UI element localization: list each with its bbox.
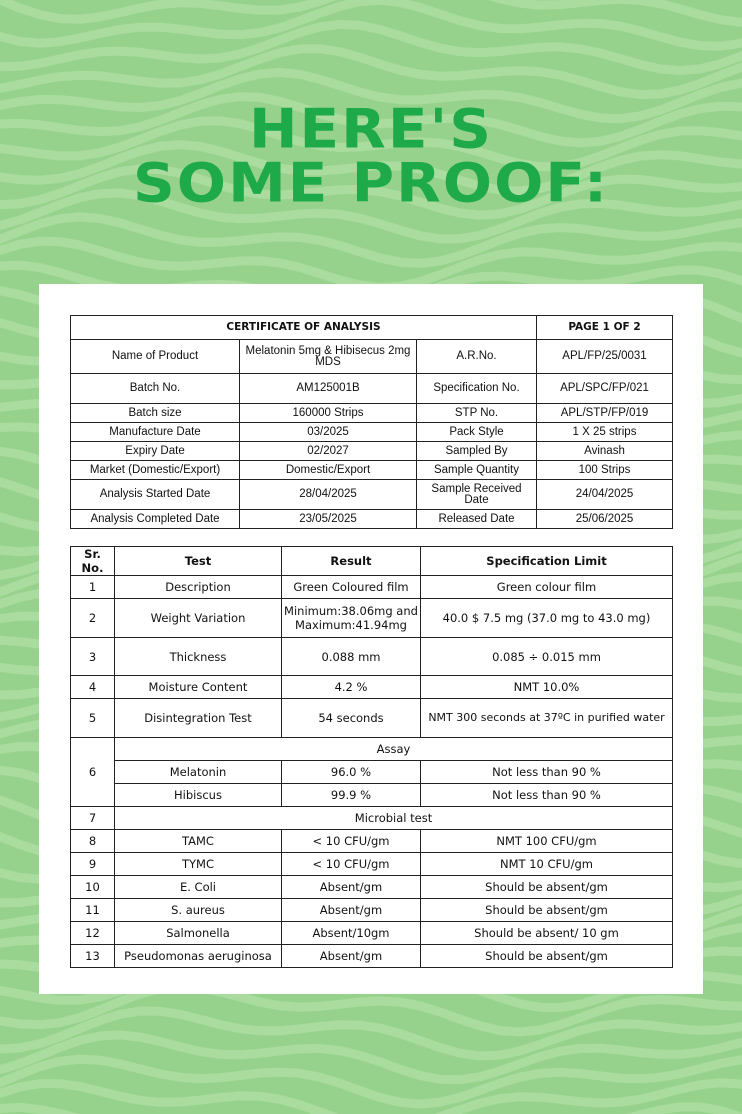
certificate-title: CERTIFICATE OF ANALYSIS [71, 316, 537, 340]
table-header-row [71, 547, 673, 576]
test-result: 54 seconds [282, 699, 421, 738]
test-name: Description [115, 576, 282, 599]
page-headline [0, 97, 742, 215]
test-name: Salmonella [115, 922, 282, 945]
col-header-test: Test [115, 547, 282, 576]
test-name: S. aureus [115, 899, 282, 922]
section-heading-microbial: Microbial test [115, 807, 673, 830]
spec-no-label: Specification No. [417, 374, 537, 404]
sample-received-value: 24/04/2025 [537, 480, 673, 510]
spec-limit: Should be absent/gm [421, 899, 673, 922]
test-result: < 10 CFU/gm [282, 830, 421, 853]
table-row [71, 853, 673, 876]
certificate-info-table [70, 315, 673, 529]
sample-quantity-label: Sample Quantity [417, 461, 537, 480]
pack-style-value: 1 X 25 strips [537, 423, 673, 442]
table-row [71, 830, 673, 853]
test-name: Weight Variation [115, 599, 282, 638]
expiry-date-label: Expiry Date [71, 442, 240, 461]
sr-no: 9 [71, 853, 115, 876]
test-result: Green Coloured film [282, 576, 421, 599]
test-name: Moisture Content [115, 676, 282, 699]
product-label: Name of Product [71, 340, 240, 374]
table-row [71, 676, 673, 699]
test-result: 96.0 % [282, 761, 421, 784]
table-row [71, 576, 673, 599]
test-name: Hibiscus [115, 784, 282, 807]
test-result: 0.088 mm [282, 638, 421, 676]
page-number: PAGE 1 OF 2 [537, 316, 673, 340]
table-row [71, 945, 673, 968]
wave-line [0, 1035, 742, 1080]
table-row [71, 404, 673, 423]
sr-no: 8 [71, 830, 115, 853]
test-result: Absent/gm [282, 876, 421, 899]
headline-line-1: HERE'S [249, 97, 493, 161]
released-date-label: Released Date [417, 510, 537, 529]
arno-value: APL/FP/25/0031 [537, 340, 673, 374]
table-row [71, 638, 673, 676]
table-row [71, 423, 673, 442]
sr-no: 1 [71, 576, 115, 599]
spec-limit: NMT 10 CFU/gm [421, 853, 673, 876]
spec-no-value: APL/SPC/FP/021 [537, 374, 673, 404]
analysis-started-label: Analysis Started Date [71, 480, 240, 510]
expiry-date-value: 02/2027 [240, 442, 417, 461]
test-name: TAMC [115, 830, 282, 853]
sr-no: 6 [71, 738, 115, 807]
col-header-result: Result [282, 547, 421, 576]
sample-quantity-value: 100 Strips [537, 461, 673, 480]
test-result: Absent/gm [282, 899, 421, 922]
test-name: TYMC [115, 853, 282, 876]
table-row [71, 340, 673, 374]
test-name: Thickness [115, 638, 282, 676]
test-result: Minimum:38.06mg and Maximum:41.94mg [282, 599, 421, 638]
spec-limit: Should be absent/ 10 gm [421, 922, 673, 945]
pack-style-label: Pack Style [417, 423, 537, 442]
spec-limit: 40.0 $ 7.5 mg (37.0 mg to 43.0 mg) [421, 599, 673, 638]
spec-limit: Should be absent/gm [421, 945, 673, 968]
sampled-by-value: Avinash [537, 442, 673, 461]
table-row [71, 510, 673, 529]
sr-no: 7 [71, 807, 115, 830]
table-row [71, 374, 673, 404]
test-result: Absent/gm [282, 945, 421, 968]
test-result: < 10 CFU/gm [282, 853, 421, 876]
sr-no: 4 [71, 676, 115, 699]
test-name: Pseudomonas aeruginosa [115, 945, 282, 968]
table-row [71, 461, 673, 480]
sr-no: 11 [71, 899, 115, 922]
market-label: Market (Domestic/Export) [71, 461, 240, 480]
col-header-spec-limit: Specification Limit [421, 547, 673, 576]
table-row [71, 922, 673, 945]
table-row [71, 807, 673, 830]
spec-limit: NMT 10.0% [421, 676, 673, 699]
sr-no: 3 [71, 638, 115, 676]
table-row [71, 899, 673, 922]
manufacture-date-value: 03/2025 [240, 423, 417, 442]
sampled-by-label: Sampled By [417, 442, 537, 461]
table-row [71, 442, 673, 461]
analysis-started-value: 28/04/2025 [240, 480, 417, 510]
sr-no: 10 [71, 876, 115, 899]
test-name: Melatonin [115, 761, 282, 784]
table-row [71, 761, 673, 784]
spec-limit: 0.085 ÷ 0.015 mm [421, 638, 673, 676]
analysis-completed-label: Analysis Completed Date [71, 510, 240, 529]
spec-limit: Not less than 90 % [421, 761, 673, 784]
product-value: Melatonin 5mg & Hibisecus 2mg MDS [240, 340, 417, 374]
batch-value: AM125001B [240, 374, 417, 404]
table-row [71, 316, 673, 340]
headline-line-2: SOME PROOF: [132, 151, 610, 215]
test-result: 99.9 % [282, 784, 421, 807]
table-row [71, 876, 673, 899]
spec-limit: Should be absent/gm [421, 876, 673, 899]
stp-label: STP No. [417, 404, 537, 423]
table-row [71, 599, 673, 638]
analysis-completed-value: 23/05/2025 [240, 510, 417, 529]
batch-size-label: Batch size [71, 404, 240, 423]
section-heading-assay: Assay [115, 738, 673, 761]
sr-no: 2 [71, 599, 115, 638]
batch-size-value: 160000 Strips [240, 404, 417, 423]
spec-limit: NMT 100 CFU/gm [421, 830, 673, 853]
sample-received-label: Sample Received Date [417, 480, 537, 510]
test-name: Disintegration Test [115, 699, 282, 738]
market-value: Domestic/Export [240, 461, 417, 480]
test-result: 4.2 % [282, 676, 421, 699]
batch-label: Batch No. [71, 374, 240, 404]
sr-no: 13 [71, 945, 115, 968]
arno-label: A.R.No. [417, 340, 537, 374]
spec-limit: Not less than 90 % [421, 784, 673, 807]
sr-no: 12 [71, 922, 115, 945]
stp-value: APL/STP/FP/019 [537, 404, 673, 423]
table-row [71, 480, 673, 510]
certificate-card [39, 284, 703, 994]
wave-line [0, 1107, 742, 1114]
col-header-sr-no: Sr. No. [71, 547, 115, 576]
test-results-table [70, 546, 673, 968]
sr-no: 5 [71, 699, 115, 738]
spec-limit: NMT 300 seconds at 37ºC in purified water [421, 699, 673, 738]
table-row [71, 738, 673, 761]
table-row [71, 699, 673, 738]
released-date-value: 25/06/2025 [537, 510, 673, 529]
test-result: Absent/10gm [282, 922, 421, 945]
spec-limit: Green colour film [421, 576, 673, 599]
test-name: E. Coli [115, 876, 282, 899]
table-row [71, 784, 673, 807]
manufacture-date-label: Manufacture Date [71, 423, 240, 442]
